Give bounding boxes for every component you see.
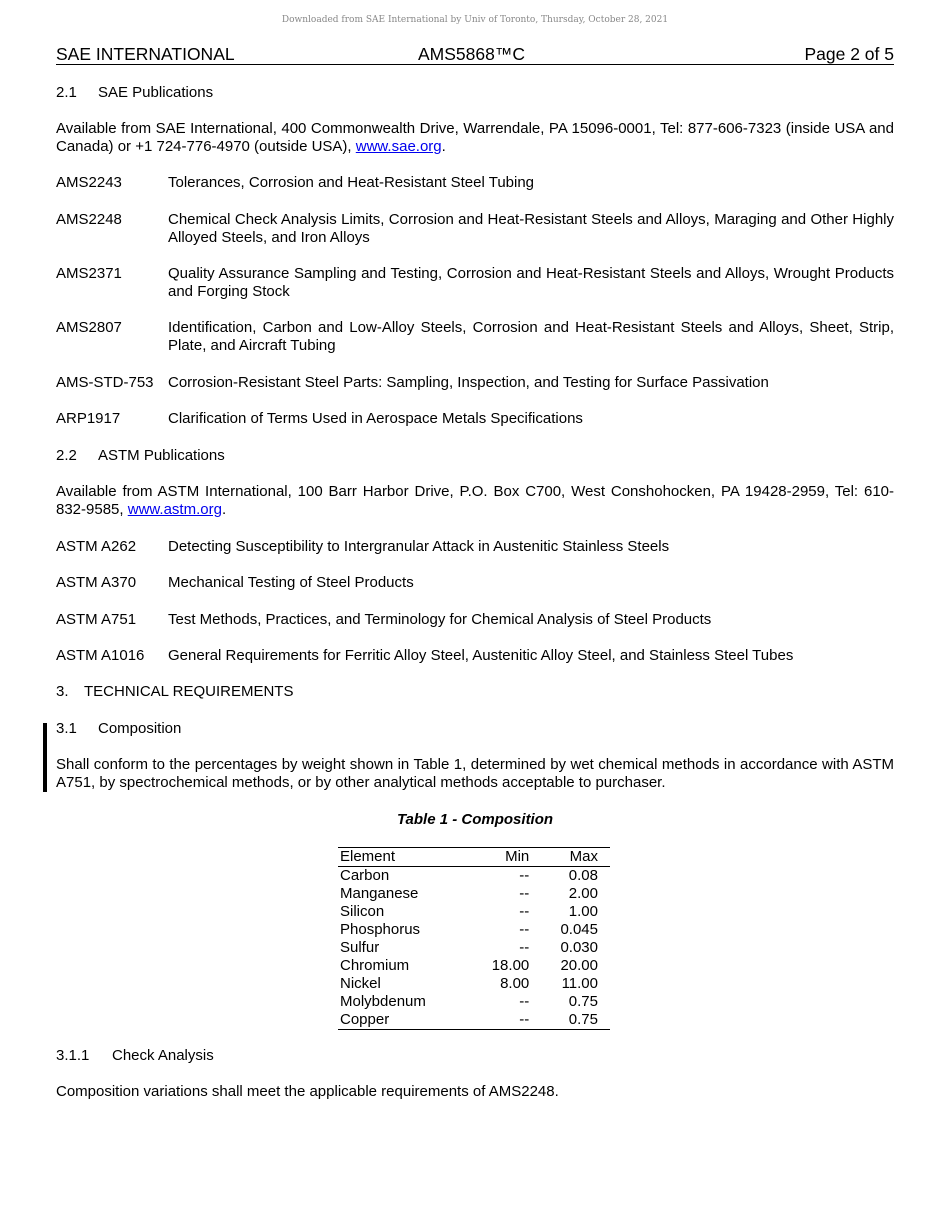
reference-code: ASTM A370: [56, 574, 137, 591]
min-cell: --: [519, 921, 530, 938]
reference-item: [56, 538, 894, 556]
section-2-2-heading: [56, 447, 225, 464]
section-number: 3.: [56, 683, 69, 700]
paragraph-tail: .: [221, 501, 227, 518]
max-cell: 0.75: [568, 993, 598, 1010]
table-row: [338, 975, 610, 993]
element-cell: Copper: [340, 1011, 390, 1028]
reference-item: [56, 410, 894, 428]
table-row: [338, 903, 610, 921]
max-cell: 0.75: [568, 1011, 598, 1028]
reference-code: ASTM A751: [56, 611, 137, 628]
reference-item: [56, 265, 894, 301]
column-header: Element: [338, 848, 478, 867]
section-3-1-heading: [56, 720, 181, 737]
header-publisher: SAE INTERNATIONAL: [56, 44, 235, 64]
table-row: [338, 1011, 610, 1030]
download-watermark: Downloaded from SAE International by Univ of Toronto, Thursday, October 28, 2021: [281, 15, 669, 25]
section-2-1-heading: [56, 84, 213, 101]
sae-availability-paragraph: [56, 120, 894, 156]
header-document-number: AMS5868™C: [418, 44, 525, 64]
table-row: [338, 993, 610, 1011]
max-cell: 11.00: [561, 975, 598, 992]
table-header-row: [338, 848, 610, 867]
reference-item: [56, 574, 894, 592]
page-header: [56, 44, 894, 65]
reference-item: [56, 174, 894, 192]
section-title: TECHNICAL REQUIREMENTS: [84, 683, 294, 700]
reference-code: AMS2248: [56, 211, 122, 228]
section-3-heading: [56, 683, 293, 700]
column-header: Min: [478, 848, 529, 867]
reference-title: Test Methods, Practices, and Terminology for Chemical Analysis of Steel Products: [168, 611, 712, 628]
reference-title: Mechanical Testing of Steel Products: [168, 574, 414, 591]
element-cell: Carbon: [340, 867, 390, 884]
reference-item: [56, 611, 894, 629]
reference-item: [56, 374, 894, 392]
reference-title: Tolerances, Corrosion and Heat-Resistant Steel Tubing: [168, 174, 535, 191]
table-caption: Table 1 - Composition: [396, 811, 554, 828]
max-cell: 1.00: [568, 903, 598, 920]
reference-code: AMS2807: [56, 319, 122, 336]
astm-availability-paragraph: [56, 483, 894, 519]
reference-title: Quality Assurance Sampling and Testing, Corrosion and Heat-Resistant Steels and Alloys, Wrought Products and Forging Stock: [168, 265, 894, 300]
sae-website-link[interactable]: www.sae.org: [355, 138, 442, 155]
section-number: 2.2: [56, 447, 77, 464]
max-cell: 0.045: [560, 921, 598, 938]
element-cell: Silicon: [340, 903, 385, 920]
check-analysis-paragraph: Composition variations shall meet the applicable requirements of AMS2248.: [56, 1083, 559, 1100]
min-cell: --: [519, 867, 530, 884]
reference-title: Detecting Susceptibility to Intergranular Attack in Austenitic Stainless Steels: [168, 538, 670, 555]
reference-code: AMS2243: [56, 174, 122, 191]
reference-item: [56, 647, 894, 665]
reference-code: ARP1917: [56, 410, 121, 427]
section-title: ASTM Publications: [98, 447, 225, 464]
astm-website-link[interactable]: www.astm.org: [127, 501, 222, 518]
reference-title: Corrosion-Resistant Steel Parts: Sampling, Inspection, and Testing for Surface Passivation: [168, 374, 769, 391]
paragraph-tail: .: [441, 138, 446, 155]
min-cell: --: [519, 903, 530, 920]
element-cell: Sulfur: [340, 939, 380, 956]
section-number: 3.1: [56, 720, 77, 737]
composition-paragraph: Shall conform to the percentages by weight shown in Table 1, determined by wet chemical methods in accordance with ASTM A751, by spectrochemical methods, or by other analytical methods acceptable to purchaser.: [56, 756, 894, 791]
section-number: 3.1.1: [56, 1047, 90, 1064]
element-cell: Nickel: [340, 975, 381, 992]
paragraph-text: Available from ASTM International, 100 Barr Harbor Drive, P.O. Box C700, West Conshohocken, PA 19428-2959, Tel: 610-832-9585,: [56, 483, 894, 518]
section-title: Composition: [98, 720, 182, 737]
reference-code: AMS-STD-753: [56, 374, 154, 391]
reference-title: Clarification of Terms Used in Aerospace Metals Specifications: [168, 410, 583, 427]
reference-code: ASTM A1016: [56, 647, 145, 664]
max-cell: 0.030: [560, 939, 598, 956]
max-cell: 0.08: [568, 867, 598, 884]
max-cell: 2.00: [568, 885, 598, 902]
section-3-1-1-heading: [56, 1047, 214, 1064]
section-number: 2.1: [56, 84, 77, 101]
reference-code: ASTM A262: [56, 538, 137, 555]
section-title: SAE Publications: [98, 84, 214, 101]
reference-title: Identification, Carbon and Low-Alloy Steels, Corrosion and Heat-Resistant Steels and Alloys, Sheet, Strip, Plate, and Aircraft Tubing: [168, 319, 894, 354]
min-cell: 8.00: [500, 975, 530, 992]
reference-title: General Requirements for Ferritic Alloy Steel, Austenitic Alloy Steel, and Stainless Steel Tubes: [168, 647, 794, 664]
element-cell: Molybdenum: [340, 993, 426, 1010]
paragraph-text: Available from SAE International, 400 Commonwealth Drive, Warrendale, PA 15096-0001, Tel: 877-606-7323 (inside USA and Canada) or +1 724-776-4970 (outside USA),: [56, 120, 894, 155]
table-row: [338, 867, 610, 886]
table-row: [338, 957, 610, 975]
reference-item: [56, 211, 894, 247]
column-header: Max: [529, 848, 610, 867]
element-cell: Chromium: [340, 957, 410, 974]
max-cell: 20.00: [560, 957, 598, 974]
min-cell: --: [519, 885, 530, 902]
revision-change-bar: [43, 723, 47, 792]
reference-item: [56, 319, 894, 355]
element-cell: Phosphorus: [340, 921, 421, 938]
min-cell: --: [519, 993, 530, 1010]
min-cell: --: [519, 939, 530, 956]
header-page-number: Page 2 of 5: [804, 44, 894, 64]
reference-code: AMS2371: [56, 265, 122, 282]
table-row: [338, 921, 610, 939]
reference-title: Chemical Check Analysis Limits, Corrosion and Heat-Resistant Steels and Alloys, Maraging and Other Highly Alloyed Steels, and Iron Alloys: [168, 211, 894, 246]
table-row: [338, 939, 610, 957]
table-row: [338, 885, 610, 903]
min-cell: --: [519, 1011, 530, 1028]
composition-table: [338, 847, 610, 1030]
min-cell: 18.00: [491, 957, 530, 974]
element-cell: Manganese: [340, 885, 419, 902]
section-title: Check Analysis: [112, 1047, 214, 1064]
